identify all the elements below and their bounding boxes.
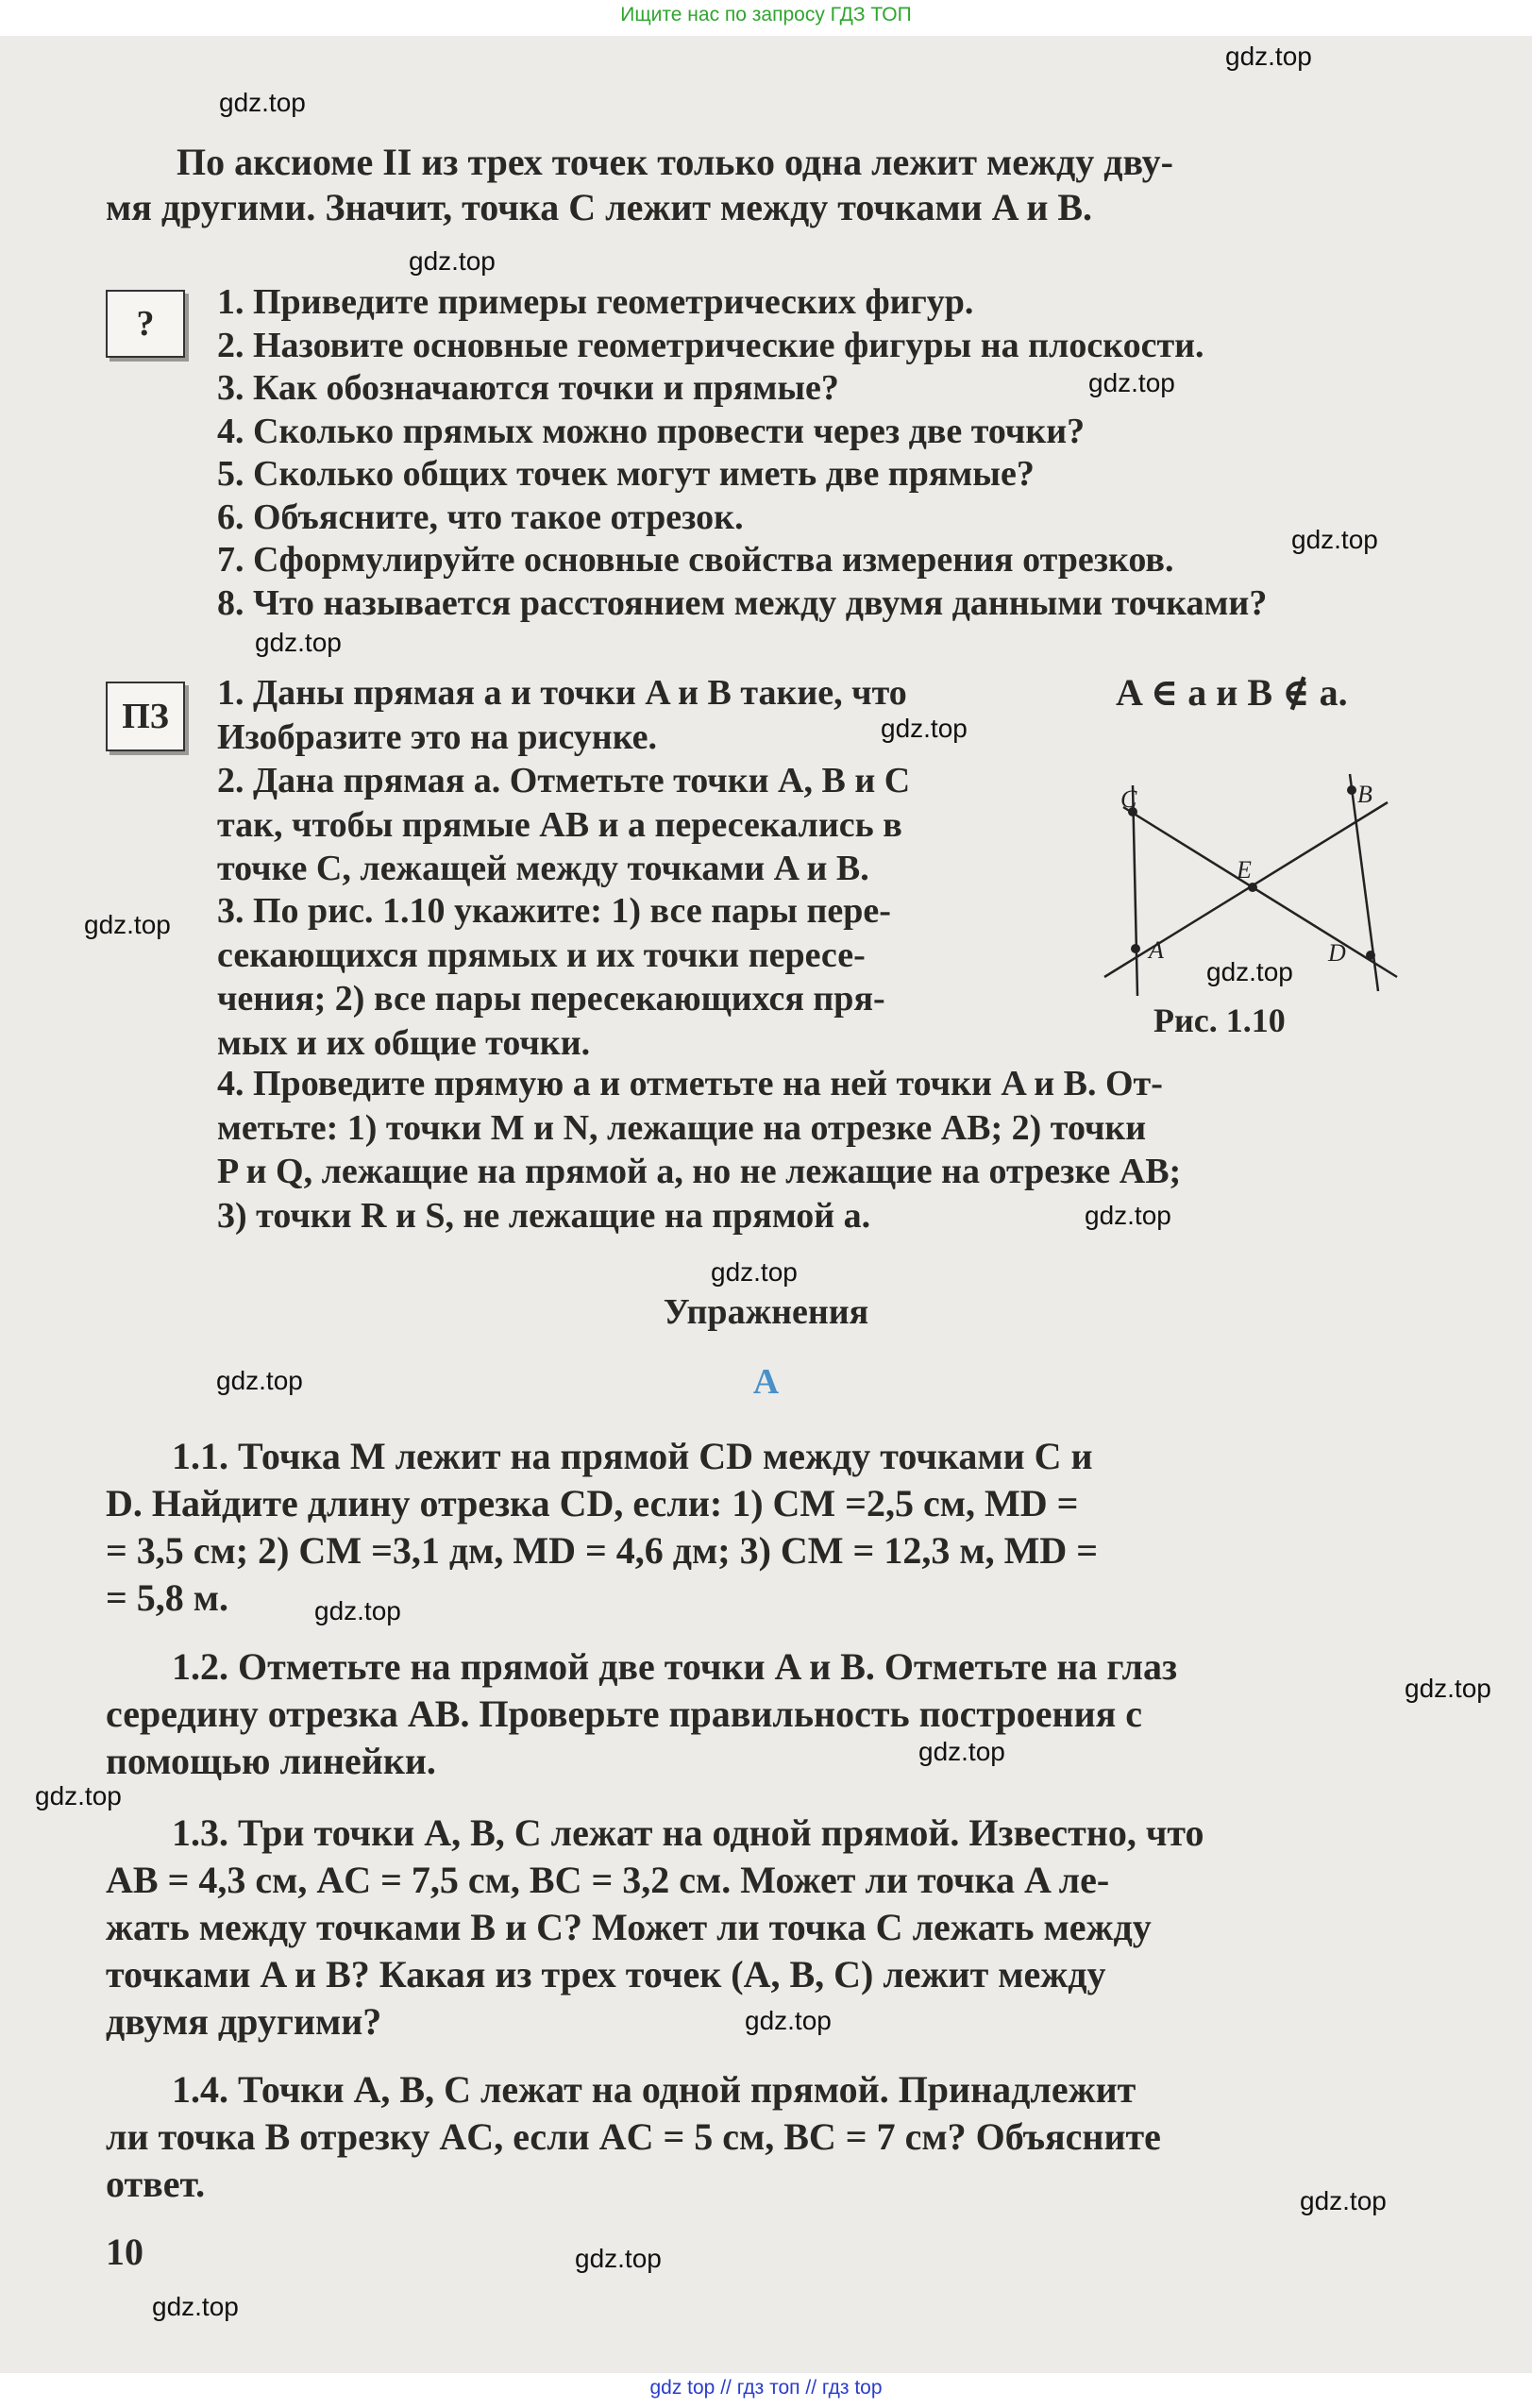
- ex-1-2-line-1: 1.2. Отметьте на прямой две точки A и B. Отметьте на глаз: [172, 1645, 1178, 1688]
- task-3-line-1: 3. По рис. 1.10 укажите: 1) все пары пере-: [217, 891, 891, 931]
- questions-list: [217, 281, 1406, 625]
- ex-1-1-line-3: = 3,5 см; 2) CM =3,1 дм, MD = 4,6 дм; 3) CM = 12,3 м, MD =: [106, 1529, 1099, 1572]
- task-2: [217, 759, 910, 891]
- watermark: gdz.top: [219, 88, 306, 117]
- watermark: gdz.top: [711, 1257, 798, 1287]
- page-number: 10: [106, 2231, 143, 2273]
- question-6: 6. Объясните, что такое отрезок.: [217, 497, 744, 537]
- task-4: [217, 1062, 1181, 1238]
- intro-line-1: По аксиоме II из трех точек только одна лежит между дву-: [177, 141, 1173, 183]
- level-letter: A: [752, 1362, 780, 1402]
- ex-1-1-line-4: = 5,8 м.: [106, 1576, 229, 1619]
- watermark: gdz.top: [314, 1596, 401, 1625]
- watermark: gdz.top: [1206, 957, 1293, 986]
- ex-1-4-line-1: 1.4. Точки A, B, C лежат на одной прямой. Принадлежит: [172, 2068, 1136, 2111]
- label-C: C: [1120, 785, 1137, 813]
- bottom-banner[interactable]: gdz top // гдз топ // гдз top: [649, 2377, 883, 2399]
- point-A: [1131, 944, 1140, 953]
- intro-line-2: мя другими. Значит, точка C лежит между точками A и B.: [106, 186, 1093, 228]
- watermark: gdz.top: [575, 2244, 662, 2273]
- task-3-line-4: мых и их общие точки.: [217, 1022, 591, 1063]
- watermark: gdz.top: [1291, 525, 1378, 554]
- label-E: E: [1237, 856, 1252, 884]
- watermark: gdz.top: [409, 246, 496, 276]
- task-1: [217, 671, 907, 759]
- ex-1-3-line-1: 1.3. Три точки A, B, C лежат на одной прямой. Известно, что: [172, 1811, 1204, 1854]
- watermark: gdz.top: [216, 1366, 303, 1395]
- task-1-line-2: Изобразите это на рисунке.: [217, 716, 658, 757]
- task-3: [217, 889, 891, 1065]
- practical-tasks-label: ПЗ: [122, 697, 169, 736]
- ex-1-1-line-2: D. Найдите длину отрезка CD, если: 1) CM =2,5 см, MD =: [106, 1482, 1079, 1524]
- practical-tasks-box: [106, 682, 185, 751]
- exercise-1-1: [106, 1433, 1399, 1622]
- question-3: 3. Как обозначаются точки и прямые?: [217, 368, 839, 408]
- task-4-line-4: 3) точки R и S, не лежащие на прямой a.: [217, 1195, 871, 1236]
- point-B: [1347, 785, 1356, 795]
- point-D: [1366, 951, 1375, 960]
- ex-1-3-line-4: точками A и B? Какая из трех точек (A, B, C) лежит между: [106, 1953, 1106, 1995]
- watermark: gdz.top: [1225, 42, 1312, 71]
- watermark: gdz.top: [1085, 1201, 1171, 1230]
- line-C-A: [1133, 785, 1137, 996]
- watermark: gdz.top: [1300, 2186, 1387, 2215]
- line-CD: [1123, 807, 1397, 977]
- exercise-1-2: [106, 1643, 1399, 1785]
- watermark: gdz.top: [84, 910, 171, 939]
- task-3-line-2: секающихся прямых и их точки пересе-: [217, 935, 866, 975]
- watermark: gdz.top: [35, 1781, 122, 1810]
- question-mark-icon: ?: [136, 304, 155, 344]
- label-A: A: [1149, 936, 1164, 964]
- question-2: 2. Назовите основные геометрические фигуры на плоскости.: [217, 325, 1204, 365]
- watermark: gdz.top: [745, 2006, 832, 2035]
- task-1-line-1: 1. Даны прямая a и точки A и B такие, что: [217, 673, 907, 713]
- exercises-heading: Упражнения: [663, 1292, 869, 1332]
- ex-1-2-line-2: середину отрезка AB. Проверьте правильность построения с: [106, 1692, 1143, 1735]
- question-7: 7. Сформулируйте основные свойства измерения отрезков.: [217, 540, 1174, 580]
- intro-paragraph: [106, 140, 1408, 230]
- task-2-line-1: 2. Дана прямая a. Отметьте точки A, B и C: [217, 761, 911, 800]
- task-4-line-1: 4. Проведите прямую a и отметьте на ней точки A и B. От-: [217, 1064, 1163, 1103]
- watermark: gdz.top: [918, 1737, 1005, 1766]
- label-B: B: [1357, 781, 1372, 808]
- exercise-1-4: [106, 2066, 1399, 2208]
- question-8: 8. Что называется расстоянием между двумя данными точками?: [217, 582, 1268, 623]
- ex-1-3-line-3: жать между точками B и C? Может ли точка C лежать между: [106, 1906, 1152, 1948]
- task-2-line-2: так, чтобы прямые AB и a пересекались в: [217, 804, 902, 845]
- watermark: gdz.top: [1405, 1674, 1491, 1703]
- point-E: [1248, 883, 1257, 892]
- question-1: 1. Приведите примеры геометрических фигур.: [217, 282, 974, 322]
- question-5: 5. Сколько общих точек могут иметь две прямые?: [217, 454, 1035, 494]
- figure-caption: Рис. 1.10: [1153, 1002, 1286, 1039]
- task-4-line-2: метьте: 1) точки M и N, лежащие на отрезке AB; 2) точки: [217, 1107, 1147, 1148]
- ex-1-2-line-3: помощью линейки.: [106, 1740, 436, 1782]
- ex-1-3-line-2: AB = 4,3 см, AC = 7,5 см, BC = 3,2 см. Может ли точка A ле-: [106, 1859, 1110, 1901]
- watermark: gdz.top: [255, 628, 342, 657]
- task-1-formula: A ∈ a и B ∉ a.: [1116, 671, 1348, 714]
- watermark: gdz.top: [1088, 368, 1175, 397]
- task-4-line-3: P и Q, лежащие на прямой a, но не лежащие на отрезке AB;: [217, 1152, 1182, 1191]
- task-3-line-3: чения; 2) все пары пересекающихся пря-: [217, 979, 885, 1019]
- questions-box: [106, 290, 185, 358]
- label-D: D: [1328, 939, 1346, 967]
- ex-1-4-line-2: ли точка B отрезку AC, если AC = 5 см, BC = 7 см? Объясните: [106, 2115, 1161, 2158]
- question-4: 4. Сколько прямых можно провести через две точки?: [217, 411, 1086, 451]
- ex-1-4-line-3: ответ.: [106, 2163, 206, 2205]
- ex-1-3-line-5: двумя другими?: [106, 2000, 382, 2043]
- ex-1-1-line-1: 1.1. Точка M лежит на прямой CD между точками C и: [172, 1435, 1093, 1477]
- watermark: gdz.top: [152, 2292, 239, 2321]
- top-banner[interactable]: Ищите нас по запросу ГДЗ ТОП: [620, 4, 912, 25]
- task-2-line-3: точке C, лежащей между точками A и B.: [217, 849, 869, 888]
- watermark: gdz.top: [881, 714, 968, 743]
